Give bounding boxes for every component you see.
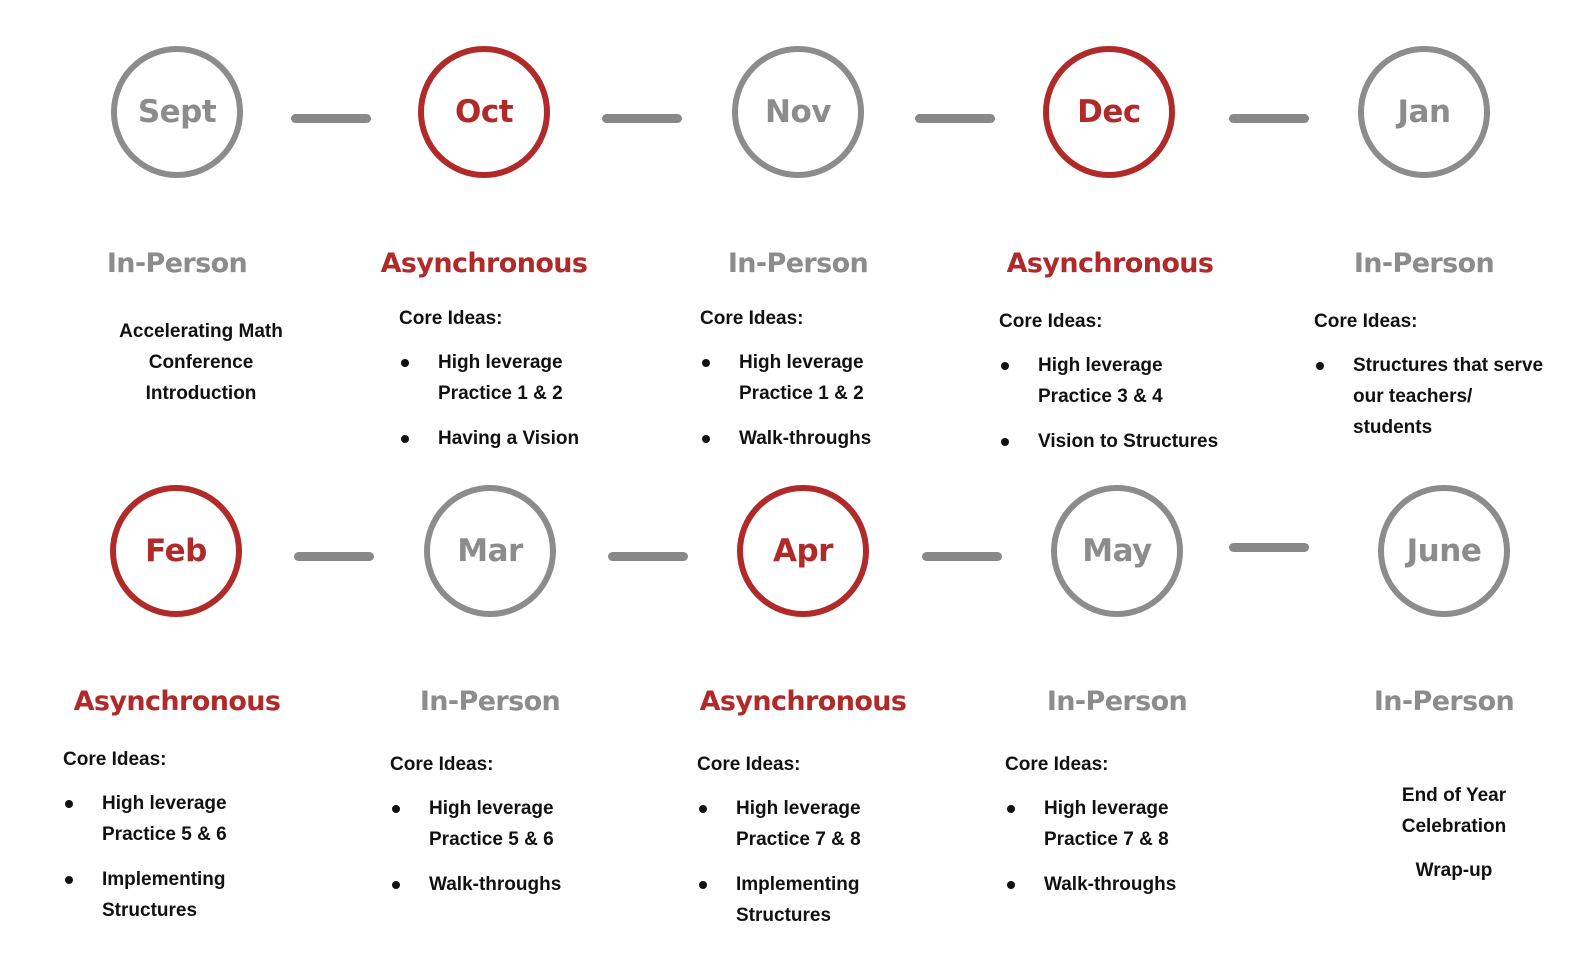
apr-bullet-1 [697,793,957,855]
month-circle-oct [418,46,550,178]
month-circle-june [1378,485,1510,617]
jan-bullet-1-line-1: Structures that serve [1353,355,1544,376]
month-label-feb: Feb [145,533,207,569]
dec-bullet-2-line-1: Vision to Structures [1038,431,1219,452]
nov-bullet-2 [700,423,960,454]
feb-bullet-1-line-2: Practice 5 & 6 [102,824,227,845]
june-description [1364,780,1544,886]
mode-apr: Asynchronous [699,686,907,717]
sept-description [98,316,304,409]
bullet-dot-icon [392,881,400,889]
connector-may-june [1229,543,1309,552]
may-bullet-1 [1005,793,1265,855]
oct-bullet-1 [399,347,659,409]
may-core-ideas [1005,749,1265,914]
oct-bullet-1-line-2: Practice 1 & 2 [438,383,563,404]
nov-bullet-2-line-1: Walk-throughs [739,428,872,449]
apr-bullet-1-line-2: Practice 7 & 8 [736,829,861,850]
mar-bullet-1-line-1: High leverage [429,798,554,819]
month-label-mar: Mar [457,533,523,569]
month-label-may: May [1082,533,1152,569]
bullet-dot-icon [699,881,707,889]
mode-may: In-Person [1046,686,1188,717]
apr-bullet-2 [697,869,957,931]
connector-dec-jan [1229,114,1309,123]
bullet-dot-icon [702,435,710,443]
feb-bullet-2 [63,864,323,926]
feb-bullet-1-line-1: High leverage [102,793,227,814]
month-label-sept: Sept [137,94,217,130]
jan-bullet-1-line-2: our teachers/ [1353,386,1473,407]
mode-sept: In-Person [106,248,248,279]
may-core-ideas-title: Core Ideas: [1005,754,1109,775]
dec-bullet-1-line-2: Practice 3 & 4 [1038,386,1163,407]
month-circle-feb [110,485,242,617]
sept-line-3: Introduction [145,383,257,404]
oct-bullet-2-line-1: Having a Vision [438,428,580,449]
may-bullet-1-line-2: Practice 7 & 8 [1044,829,1169,850]
month-circle-apr [737,485,869,617]
nov-core-ideas [700,303,960,468]
month-label-jan: Jan [1397,94,1451,130]
month-label-nov: Nov [765,94,831,130]
month-circle-dec [1043,46,1175,178]
jan-bullet-1-line-3: students [1353,417,1433,438]
apr-bullet-1-line-1: High leverage [736,798,861,819]
nov-bullet-1-line-2: Practice 1 & 2 [739,383,864,404]
bullet-dot-icon [65,800,73,808]
connector-feb-mar [294,552,374,561]
mode-jan: In-Person [1353,248,1495,279]
month-label-dec: Dec [1077,94,1141,130]
bullet-dot-icon [65,876,73,884]
connector-apr-may [922,552,1002,561]
may-bullet-2 [1005,869,1265,900]
apr-bullet-2-line-1: Implementing [736,874,860,895]
bullet-dot-icon [1316,362,1324,370]
mode-mar: In-Person [419,686,561,717]
bullet-dot-icon [1007,805,1015,813]
jan-bullet-1 [1314,350,1574,443]
june-line-1: End of Year [1401,785,1507,806]
nov-bullet-1-line-1: High leverage [739,352,864,373]
feb-bullet-1 [63,788,323,850]
dec-bullet-2 [999,426,1259,457]
may-bullet-1-line-1: High leverage [1044,798,1169,819]
month-circle-may [1051,485,1183,617]
bullet-dot-icon [401,359,409,367]
dec-core-ideas [999,306,1259,471]
dec-bullet-1 [999,350,1259,412]
mode-dec: Asynchronous [1006,248,1214,279]
bullet-dot-icon [1001,362,1009,370]
mode-feb: Asynchronous [73,686,281,717]
apr-core-ideas-title: Core Ideas: [697,754,801,775]
jan-core-ideas-title: Core Ideas: [1314,311,1418,332]
month-circle-jan [1358,46,1490,178]
month-label-oct: Oct [454,94,514,130]
mode-oct: Asynchronous [380,248,588,279]
apr-core-ideas [697,749,957,945]
connector-nov-dec [915,114,995,123]
mar-bullet-1-line-2: Practice 5 & 6 [429,829,554,850]
may-bullet-2-line-1: Walk-throughs [1044,874,1177,895]
bullet-dot-icon [392,805,400,813]
mar-bullet-2 [390,869,650,900]
mar-bullet-2-line-1: Walk-throughs [429,874,562,895]
nov-core-ideas-title: Core Ideas: [700,308,804,329]
oct-bullet-2 [399,423,659,454]
connector-oct-nov [602,114,682,123]
feb-bullet-2-line-1: Implementing [102,869,226,890]
mar-core-ideas-title: Core Ideas: [390,754,494,775]
sept-line-1: Accelerating Math [119,321,283,342]
mar-core-ideas [390,749,650,914]
bullet-dot-icon [1001,438,1009,446]
june-line-3: Wrap-up [1415,860,1493,881]
month-circle-nov [732,46,864,178]
bullet-dot-icon [699,805,707,813]
month-circle-sept [111,46,243,178]
oct-core-ideas-title: Core Ideas: [399,308,503,329]
feb-core-ideas-title: Core Ideas: [63,749,167,770]
bullet-dot-icon [1007,881,1015,889]
nov-bullet-1 [700,347,960,409]
mode-june: In-Person [1373,686,1515,717]
mar-bullet-1 [390,793,650,855]
june-line-2: Celebration [1401,816,1507,837]
month-label-june: June [1406,533,1482,569]
feb-core-ideas [63,744,323,940]
feb-bullet-2-line-2: Structures [102,900,198,921]
bullet-dot-icon [401,435,409,443]
bullet-dot-icon [702,359,710,367]
month-label-apr: Apr [773,533,833,569]
oct-bullet-1-line-1: High leverage [438,352,563,373]
connector-mar-apr [608,552,688,561]
dec-core-ideas-title: Core Ideas: [999,311,1103,332]
jan-core-ideas [1314,306,1574,457]
mode-nov: In-Person [727,248,869,279]
sept-line-2: Conference [148,352,254,373]
oct-core-ideas [399,303,659,468]
dec-bullet-1-line-1: High leverage [1038,355,1163,376]
apr-bullet-2-line-2: Structures [736,905,832,926]
month-circle-mar [424,485,556,617]
connector-sept-oct [291,114,371,123]
